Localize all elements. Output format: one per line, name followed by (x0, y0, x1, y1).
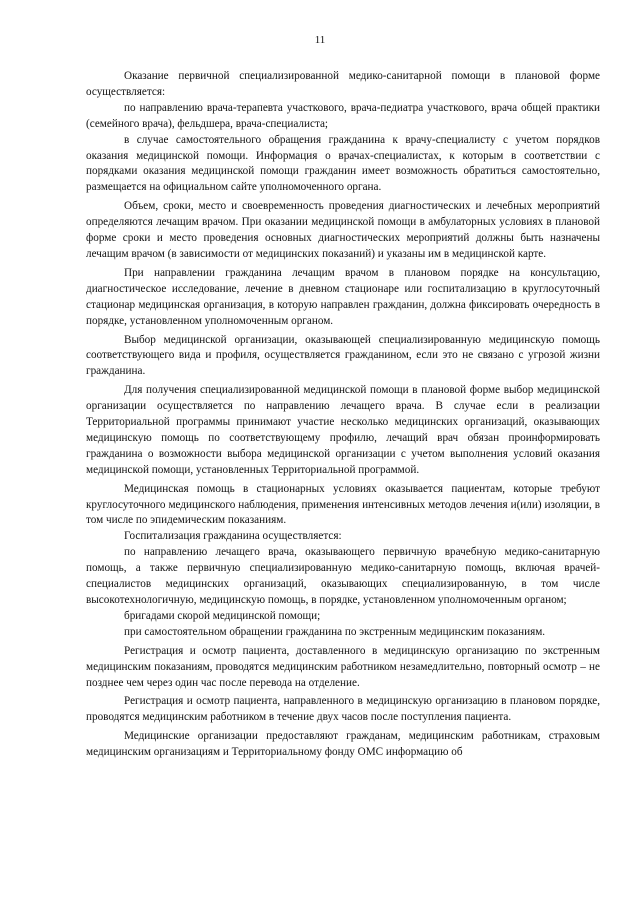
paragraph-2: по направлению врача-терапевта участкового, врача-педиатра участкового, врача общей практики (семейного врача), фельдшера, врача-специалиста; (86, 101, 600, 130)
paragraph-14: Регистрация и осмотр пациента, направленного в медицинскую организацию в плановом порядке, проводятся медицинским работником в течение двух часов после поступления пациента. (86, 695, 600, 724)
paragraph-3: в случае самостоятельного обращения гражданина к врачу-специалисту с учетом порядков оказания медицинской помощи. Информация о врачах-специалистах, к которым в соответствии с порядками оказания медицинской помощи гражданин имеет возможность обратиться самостоятельно, размещается на официальном сайте уполномоченного органа. (86, 133, 600, 194)
paragraph-1: Оказание первичной специализированной медико-санитарной помощи в плановой форме осуществляется: (86, 70, 600, 98)
paragraph-5: При направлении гражданина лечащим врачом в плановом порядке на консультацию, диагностическое исследование, лечение в дневном стационаре или госпитализацию в круглосуточный стационар медицинская организация, в которую направлен гражданин, должна фиксировать очередность в порядке, установленном уполномоченным органом. (86, 266, 600, 327)
paragraph-4: Объем, сроки, место и своевременность проведения диагностических и лечебных мероприятий определяются лечащим врачом. При оказании медицинской помощи в амбулаторных условиях в плановой форме сроки и место проведения основных диагностических мероприятий должны быть назначены лечащим врачом (в зависимости от медицинских показаний) и указаны им в медицинской карте. (86, 200, 600, 260)
paragraph-10: по направлению лечащего врача, оказывающего первичную врачебную медико-санитарную помощь, а также первичную специализированную медико-санитарную помощь, включая врачей-специалистов медицинских организаций, оказывающих специализированную, в том числе высокотехнологичную, медицинскую помощь, в порядке, установленном уполномоченным органом; (86, 546, 600, 606)
paragraph-9: Госпитализация гражданина осуществляется: (124, 530, 342, 543)
paragraph-11: бригадами скорой медицинской помощи; (124, 609, 321, 622)
paragraph-13: Регистрация и осмотр пациента, доставленного в медицинскую организацию по экстренным медицинским показаниям, проводятся медицинским работником незамедлительно, повторный осмотр – не позднее чем через один час после перевода на отделение. (86, 644, 600, 689)
paragraph-8: Медицинская помощь в стационарных условиях оказывается пациентам, которые требуют круглосуточного медицинского наблюдения, применения интенсивных методов лечения и(или) изоляции, в том числе по эпидемическим показаниям. (86, 482, 600, 527)
page-number: 11 (314, 34, 326, 46)
document-body (86, 69, 600, 761)
paragraph-7: Для получения специализированной медицинской помощи в плановой форме выбор медицинской организации осуществляется по направлению лечащего врача. В случае если в реализации Территориальной программы принимают участие несколько медицинских организаций, оказывающих медицинскую помощь по соответствующему профилю, лечащий врач обязан проинформировать гражданина о возможности выбора медицинской организации с учетом выполнения условий оказания медицинской помощи, установленных Территориальной программой. (86, 384, 600, 476)
paragraph-6: Выбор медицинской организации, оказывающей специализированную медицинскую помощь соответствующего вида и профиля, осуществляется гражданином, если это не связано с угрозой жизни гражданина. (86, 333, 600, 378)
paragraph-12: при самостоятельном обращении гражданина по экстренным медицинским показаниям. (124, 625, 546, 638)
paragraph-15: Медицинские организации предоставляют гражданам, медицинским работникам, страховым медицинским организациям и Территориальному фонду ОМС информацию об (86, 730, 600, 759)
